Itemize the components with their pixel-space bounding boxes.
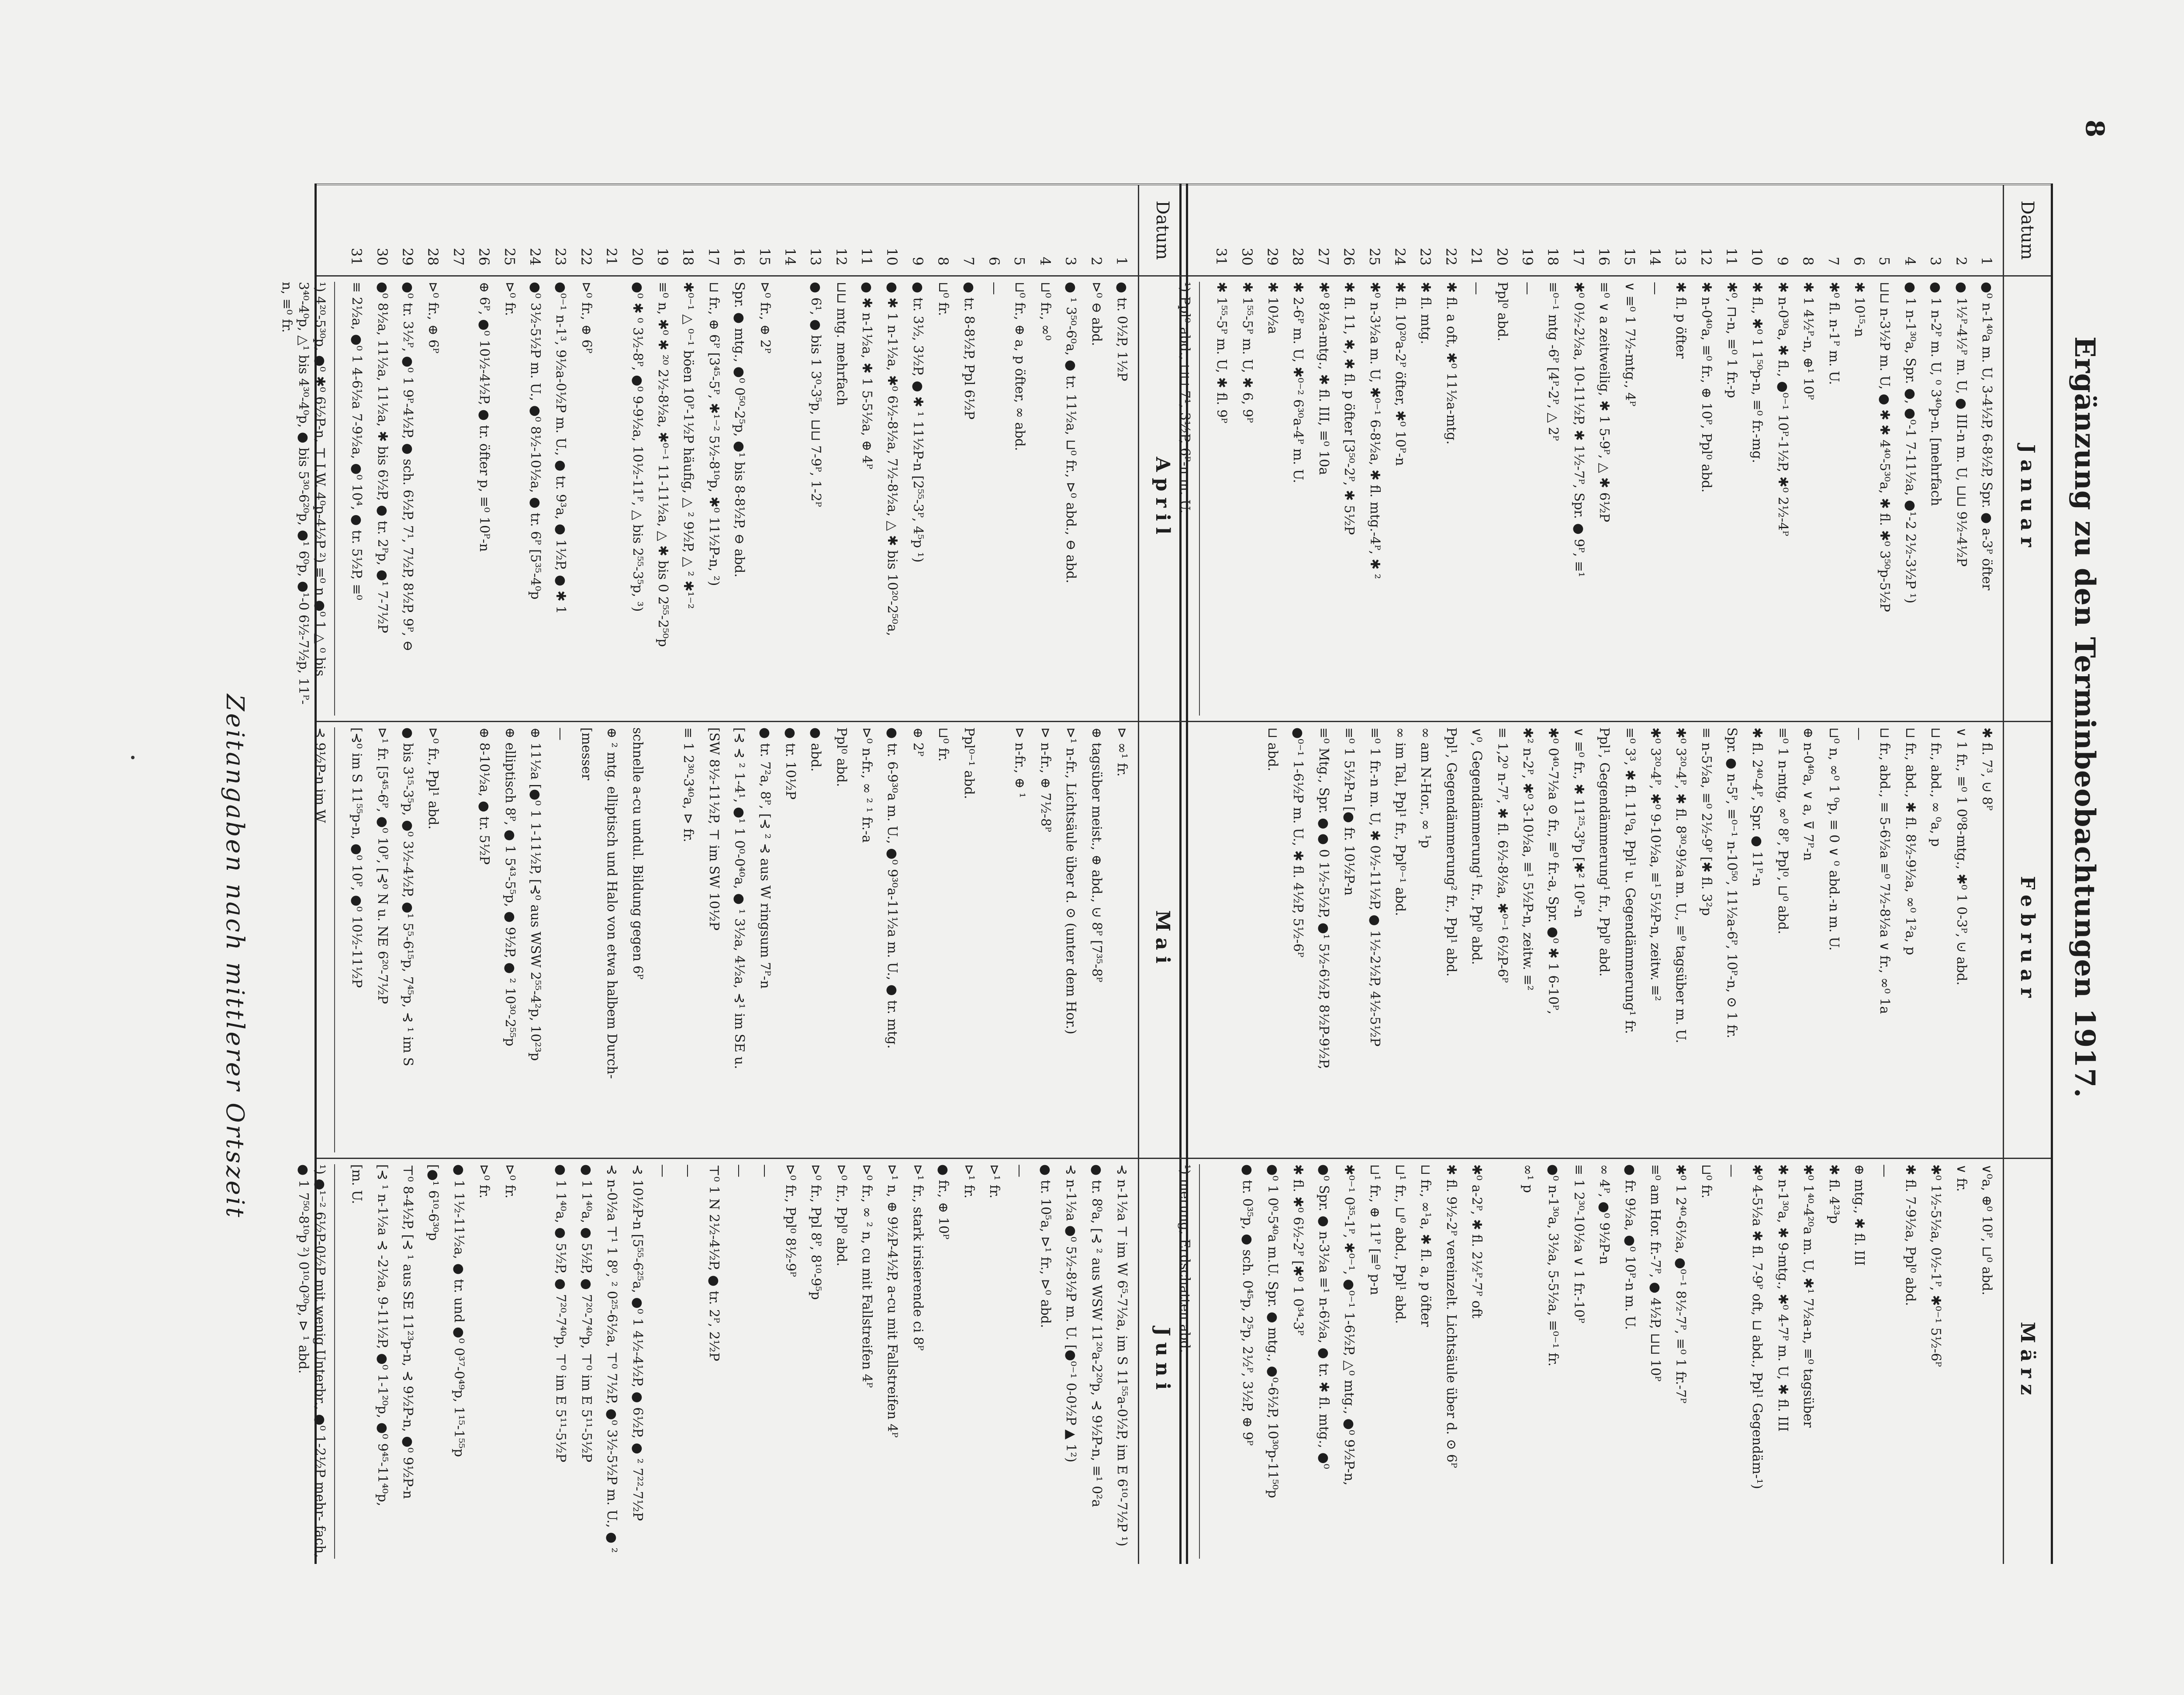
observation-entry: ⊤⁰ 8-4½P, [⊰ ¹ aus SE 11²³p-n, ⊰ 9½P-n, ●⁰ 9½P-n (400, 1164, 416, 1499)
day-number: 3 (1927, 256, 1944, 266)
observation-entry: Spr. ● n-5ᴾ, ≡⁰⁻¹ n-10⁵⁰, 11½a-6ᴾ, 10ᴾ-n, ⊙ 1 fr. (1724, 727, 1740, 1038)
day-number: 18 (680, 248, 697, 266)
observation-entry: [⊰ ⊰ ² 1-4¹, ●¹ 1 0⁰-0⁴⁰a, ● ¹ 3½a, 4½a, ⊰¹ im SE u. (732, 727, 747, 1069)
observation-entry: ⊔⁰ fr., ⊕ a, p öfter, ∞ abd. (1012, 282, 1028, 451)
observation-entry: ● 1 n-2ᴾ m. U, ⁰ 3⁴⁰p-n. [mehrfach (1928, 282, 1944, 506)
day-number: 23 (552, 248, 569, 266)
observation-entry: ✱⁰ 1 2⁴⁰-6½a, ●⁰⁻¹ 8½-7ᴾ, ≡⁰ 1 fr.-7ᴾ (1673, 1164, 1689, 1404)
observation-entry: ⊳⁰ fr., Ppl¹ abd. (425, 727, 441, 830)
observation-entry: ⊔ fr., ∞¹a, ✱ fl. a, p öfter (1418, 1164, 1434, 1327)
day-entries (344, 722, 1138, 1158)
day-entries (1209, 1159, 2003, 1564)
observation-entry: ✱⁰ 8½a-mtg., ✱ fl. III, ≡⁰ 10a (1316, 282, 1331, 475)
observation-entry: — (655, 1164, 670, 1177)
observation-entry: ✱⁰ 0⁴⁰-7½a ⊙ fr., ≡⁰ fr.-a, Spr. ●⁰ ✱ 1 6-10ᴾ, (1545, 727, 1561, 1015)
observation-entry: ⊕ mtg., ✱ fl. III (1852, 1164, 1867, 1266)
day-number: 30 (373, 248, 390, 266)
observation-entry: ≡⁰ 1 5½P-n [● fr. 10½P-n (1341, 727, 1357, 896)
observation-entry: ≡ 1 2³⁰-3⁴⁰a, ⊳ fr. (681, 727, 696, 843)
observation-entry: schnelle a-cu undul. Bildung gegen 6ᴾ (629, 727, 645, 979)
day-number: 6 (986, 256, 1003, 266)
day-number: 10 (884, 248, 901, 266)
observation-entry: ✱ fl. 11, ✱, ✱ fl. p öfter [3⁵⁰-2ᴾ, ✱ 5½P (1341, 282, 1357, 535)
observation-entry: ⊕ tagsüber meist., ⊕ abd., ⊍ 8ᴾ [7³⁵-8ᴾ (1089, 727, 1104, 982)
observation-entry: — (553, 727, 569, 740)
observation-entry: ∨⁰, Gegendämmerung¹ fr., Ppl⁰ abd. (1469, 727, 1485, 965)
observation-entry: ⊔⁰ n, ∞⁰ 1 ⁰p, ≡ 0 ∨ ⁰ abd.-n m. U. (1826, 727, 1842, 951)
observation-entry: ∞ im Tal, Ppl¹ fr., Ppl⁰⁻¹ abd. (1393, 727, 1408, 916)
observation-entry: ⊕ ² mtg. elliptisch und Halo von etwa halbem Durch- (604, 727, 620, 1079)
day-number: 2 (1088, 256, 1105, 266)
observation-entry: ✱⁰ n-3½a m. U, ✱⁰⁻¹ 6-8½a, ✱ fl. mtg.-4ᴾ, ✱ ² (1367, 282, 1382, 579)
footnote: ¹) ●¹⁻² 6½P-0½P mit wenig Unterbr., ●⁰ 1-2½P mehr- fach, ● 1 7⁵⁰-8¹⁰p ²) 0¹⁰-0²⁰p, ⊳ ¹ abd. (295, 1164, 335, 1559)
date-column (1182, 183, 2051, 275)
observation-entry: ● tr. 10½P (782, 727, 798, 800)
observation-entry: ⊳¹ n, ⊕ 9½P-4½P, a-cu mit Fallstreifen 4ᴾ (885, 1164, 900, 1438)
observation-entry: ✱ 10½a (1265, 282, 1281, 334)
observation-entry: ⊔ fr., ⊕ 6ᴾ [3⁴⁵-5ᴾ, ✱¹⁻² 5½-8¹⁰p, ✱⁰ 11½P-n, ²) (706, 282, 722, 586)
day-number: 3 (1062, 256, 1079, 266)
observation-entry: ● tr. 0³⁵p, ● sch. 0⁴⁵p, 2⁵p, 2½ᴾ, 3½P, ⊕ 9ᴾ (1239, 1164, 1255, 1446)
observation-entry: ⊔⁰ fr., ∞⁰ (1037, 282, 1053, 341)
day-number: 26 (476, 248, 493, 266)
day-number: 18 (1545, 248, 1562, 266)
observation-entry: ●⁰ 8½a, 11½a, 11½a, ✱ bis 6½P, ● tr. 2ᴾp, ●¹ 7-7½P (374, 282, 390, 633)
observation-entry: ✱⁰ 1⁴⁰-4²⁰a m. U, ✱¹ 7½a-n, ≡⁰ tagsüber (1800, 1164, 1816, 1428)
observation-entry: ✱ fl. 7-9½a, Ppl⁰ abd. (1902, 1164, 1918, 1306)
observation-entry: ● fr., ⊕ 10ᴾ (936, 1164, 951, 1240)
observation-entry: ⊕ elliptisch 8ᴾ, ● 1 5⁴³-5⁵p, ● 9½P, ● ² 10³⁰-2⁵⁵p (502, 727, 518, 1047)
day-number: 5 (1011, 256, 1028, 266)
month-column-februar (1182, 721, 2051, 1158)
observation-entry: ⊔⁰ fr. (936, 727, 951, 762)
day-number: 15 (1621, 248, 1638, 266)
day-number: 17 (1570, 248, 1587, 266)
observation-entry: ✱⁰ 4-5½a ✱ fl. 7-9ᴾ oft, ⊔ abd., Ppl¹ Gegendäm-¹) (1749, 1164, 1765, 1489)
observation-entry: ≡⁰ ∨ a zeitweilig, ✱ 1 5-9ᴾ, △ ✱ 6½P (1597, 282, 1612, 522)
observation-entry: ● ✱ n-1½a, ✱ 1 5-5½a, ⊕ 4ᴾ (859, 282, 875, 470)
day-number: 10 (1749, 248, 1766, 266)
day-number: 19 (1519, 248, 1536, 266)
observation-entry: ⊕ 11½a [●⁰ 1 1-11½P, [⊰⁰ aus WSW 2⁵⁵-4²p, 10²³p (528, 727, 543, 1061)
observation-entry: ⊔¹ fr., ⊔⁰ abd., Ppl¹ abd. (1393, 1164, 1408, 1324)
day-number: 2 (1952, 256, 1970, 266)
observation-entry: ✱ fl. 4²³p (1826, 1164, 1842, 1224)
observation-entry: ●⁰⁻¹ 1-6½P m. U., ✱ fl. 4½P, 5½-6ᴾ (1290, 727, 1306, 958)
day-number: 13 (807, 248, 824, 266)
observation-entry: ⊳¹ fr., stark irisierende ci 8ᴾ (910, 1164, 926, 1351)
observation-entry: [messer (578, 727, 594, 780)
observation-entry: ✱ fl., ✱⁰ 1 1⁵⁰p-n, ≡⁰ fr.-mg. (1749, 282, 1765, 464)
day-number: 1 (1978, 256, 1995, 266)
observation-entry: ≡⁰ n, ✱⁰ ✱ ²⁰ 2½-8½a, ✱⁰⁻¹ 11-11½a, △ ✱ bis 0 2⁵⁵-2⁵⁰p (655, 282, 670, 647)
observation-entry: ✱ 1 4½ᴾ-n, ⊕¹ 10ᴾ (1800, 282, 1816, 400)
observation-entry: ⊤⁰ 1 N 2½-4½P, ● tr. 2ᴾ, 2½P (706, 1164, 722, 1361)
observation-entry (446, 722, 471, 1158)
day-number: 30 (1238, 248, 1255, 266)
observation-entry: ⊳⁰ fr. (502, 1164, 518, 1199)
observation-entry: ⊳⁰ fr., ⊕ 6ᴾ (578, 282, 594, 353)
observation-entry: ⊳¹ fr. (961, 1164, 977, 1199)
observation-entry (1209, 1159, 1234, 1564)
observation-entry: ⊳ n-fr., ⊕ 7½-8ᴾ (1037, 727, 1053, 832)
month-column-juni (295, 1158, 1186, 1564)
observation-entry: ●⁰ tr. 3½ᴾ, ●⁰ 1 9ᴾ-4½P, ● sch. 6½P, 7¹, 7½P, 8½P, 9ᴾ, ⊖ (400, 282, 416, 652)
observation-entry: ⊳⁰ fr. (502, 282, 518, 316)
day-number: 24 (1392, 248, 1409, 266)
observation-entry: ∞ am N-Hor., ∞ ¹p (1418, 727, 1434, 848)
day-number: 22 (577, 248, 594, 266)
observation-entry: ✱ 2-6ᴾ m. U, ✱⁰⁻² 6³⁰a-4ᴾ m. U. (1290, 282, 1306, 484)
month-header: März (2003, 1159, 2051, 1564)
day-number: 22 (1442, 248, 1459, 266)
day-number: 4 (1901, 256, 1918, 266)
observation-entry: ✱⁰ 1½-5½a, 0½-1ᴾ, ✱⁰⁻¹ 5½-6ᴾ (1928, 1164, 1944, 1367)
observation-entry: ● tr. 6-9³⁰a m. U., ●⁰ 9³⁰a-11½a m. U., ● tr. mtg. (885, 727, 900, 1049)
observation-entry: ✱ fl. 2⁴⁰-4ᴾ, Spr. ● 11ᴾ-n (1749, 727, 1765, 886)
observation-entry: ✱ 10¹⁵-n (1852, 282, 1867, 337)
month-header: Mai (1138, 722, 1186, 1158)
observation-entry: ✱⁰ 3²⁰-4ᴾ, ✱ fl. 8³⁰-9½a m. U., ≡⁰ tagsüber m. U. (1673, 727, 1689, 1044)
observation-entry: ⊳¹ fr. [5⁴⁵-6ᴾ, ●⁰ 10ᴾ, [⊰⁰ N u. NE 6²⁰-7½P (374, 727, 390, 1004)
observation-entry: ⊳⁰ fr., ⊕ 6ᴾ (425, 282, 441, 353)
observation-entry: ● 1 1⁴⁰a, ● 5½P, ● 7²⁰-7⁴⁰p, ⊤⁰ im E 5¹¹-5½P (578, 1164, 594, 1463)
observation-entry: ● tr. 7²a, 8ᴾ, [⊰ ² ⊰ aus W ringsum 7ᴾ-n (757, 727, 773, 989)
observation-entry: ✱ fl. mtg. (1418, 282, 1434, 344)
observation-entry: ✱⁰⁻¹ △ ⁰⁻¹ böen 10ᴾ-1½P häufig, △ ² 9½P, △ ² ✱¹⁻² (681, 282, 696, 609)
table-block-apr-jun (279, 183, 1188, 1564)
observation-entry: ≡ 1 2³⁰-10½a ∨ 1 fr.-10ᴾ (1571, 1164, 1586, 1324)
day-number: 14 (1646, 248, 1663, 266)
day-number: 16 (1596, 248, 1613, 266)
day-number: 28 (1289, 248, 1306, 266)
observation-entry: ✱⁰⁻¹ 0³⁵-1ᴾ, ✱⁰⁻¹, ●⁰⁻¹ 1-6½P, △⁰ mtg., ●⁰ 9½P-n, (1341, 1164, 1357, 1486)
observation-entry: — (1647, 282, 1663, 295)
observation-entry: ∨ fr. (1953, 1164, 1969, 1192)
observation-entry: ≡⁰ 1 fr.-n m. U, ✱ 0½-11½P, ● 1½-2½P, 4½-5½P (1367, 727, 1382, 1047)
observation-entry: ✱⁰ 0½-2½a, 10-11½P, ✱ 1½-7ᴾ, Spr. ● 9ᴾ, ≡¹ (1571, 282, 1586, 578)
month-header: Juni (1138, 1159, 1186, 1564)
day-list (1209, 185, 2003, 275)
observation-entry: ⊳ ∞¹ fr. (1114, 727, 1130, 777)
day-number: 9 (1774, 256, 1791, 266)
observation-entry: ●⁰ n-1³⁰a, 3½a, 5-5½a, ≡⁰⁻¹ fr. (1545, 1164, 1561, 1367)
observation-entry: ✱² n-2ᴾ, ✱⁰ 3-10½a, ≡¹ 5½P-n, zeitw. ≡² (1520, 727, 1535, 991)
observation-entry: ✱⁰, ⊓-n, ≡⁰ 1 fr.-p (1724, 282, 1740, 398)
day-number: 6 (1851, 256, 1868, 266)
date-header: Datum (1138, 185, 1186, 275)
observation-entry: ● bis 3¹⁵-3⁵p, ●⁰ 3½-4½P, ●¹ 5⁵-6¹⁵p, 7⁴⁵p, ⊰ ¹ im S (400, 727, 416, 1066)
day-number: 5 (1876, 256, 1893, 266)
observation-entry: ✱ 1⁵⁵-5ᴾ m. U, ✱ fl. 9ᴾ (1214, 282, 1230, 423)
observation-entry: ⊔⁰ fr. (1698, 1164, 1714, 1199)
day-number: 29 (1264, 248, 1281, 266)
observation-entry: ✱ fl. ✱⁰ 6½-2ᴾ [✱⁰ 1 0³⁴-3ᴾ (1290, 1164, 1306, 1336)
day-number: 12 (833, 248, 850, 266)
observation-entry: ✱⁰ fl. n-1ᴾ m. U. (1826, 282, 1842, 385)
observation-entry: ●⁰⁻¹ n-1³, 9½a-0½P m. U., ● tr. 9³a, ● 1½P, ● ✱ 1 (553, 282, 569, 614)
day-list (344, 185, 1138, 275)
observation-entry: ⊳⁰ fr., Ppl⁰ 8½-9ᴾ (782, 1164, 798, 1277)
observation-entry: ⊳⁰ fr., ⊕ 2ᴾ (757, 282, 773, 353)
observation-entry: ✱ fl. 9½-2ᴾ vereinzelt. Lichtsäule über d. ⊙ 6ᴾ (1443, 1164, 1459, 1468)
day-number: 26 (1341, 248, 1358, 266)
observation-entry (522, 1159, 548, 1564)
day-number: 7 (960, 256, 977, 266)
observation-entry: — (1852, 727, 1867, 740)
day-number: 11 (858, 248, 875, 266)
observation-entry: — (1469, 282, 1485, 295)
observation-entry: ⊳⁰ n-fr., ∞ ² ¹ fr.-a (859, 727, 875, 843)
observation-entry: ✱ fl. 10²⁰a-2ᴾ öfter, ✱⁰ 10ᴾ-n (1393, 282, 1408, 466)
observation-entry: ● 1 n-1³⁰a, Spr. ●, ●⁰-1 7-11½a, ●¹-2 2½-3½P ¹) (1902, 282, 1918, 604)
day-number: 23 (1417, 248, 1434, 266)
day-number: 20 (1493, 248, 1510, 266)
observation-entry: ●⁰ n-1⁴⁰a m. U, 3-4½P, 6-8½P, Spr. ● a-3ᴾ öfter (1979, 282, 1994, 591)
observation-entry: ● 6¹, ● bis 1 3⁰-3⁵p, ⊔⊔ 7-9ᴾ, 1-2ᴾ (808, 282, 824, 507)
observation-entry: ∨⁰a, ⊕⁰ 10ᴾ, ⊔⁰ abd. (1979, 1164, 1994, 1296)
observation-entry: ≡ n-5½a, ≡⁰ 2½-9ᴾ [✱ fl. 3²p (1698, 727, 1714, 916)
day-number: 8 (935, 256, 952, 266)
observation-entry: ● tr. 10⁵a, ⊳¹ fr., ⊳⁰ abd. (1037, 1164, 1053, 1328)
date-header: Datum (2003, 185, 2051, 275)
observation-entry (446, 277, 471, 721)
observation-entry: ≡⁰⁻¹ mtg -6ᴾ [4ᴾ-2ᴾ, △ 2ᴾ (1545, 282, 1561, 441)
day-number: 4 (1037, 256, 1054, 266)
observation-entry: ≡⁰ Mtg., Spr. ● ● 0 1½-5½P, ●¹ 5½-6½P, 8½P-9½P, (1316, 727, 1331, 1069)
observation-entry: ≡ 2½a, ●⁰ 1 4-6½a 7-9½a, ●⁰ 10⁴, ● tr. 5½P, ≡⁰ (349, 282, 365, 600)
observation-entry: ⊳¹ n-fr., Lichtsäule über d. ⊙ (unter dem Hor.) (1063, 727, 1079, 1034)
day-number: 31 (348, 248, 365, 266)
observation-entry: ⊰ n-0½a ⊤¹ 1 8⁰, ² 0²⁵-6½a, ⊤⁰ 7½P, ●⁰ 3½-5½P m. U., ● ² (604, 1164, 620, 1553)
observation-entry: ⊕ n-0⁴⁰a, ∨ a, ⊽ 7ᴾ-n (1800, 727, 1816, 861)
observation-entry: ⊔ abd. (1265, 727, 1281, 771)
observation-entry: ✱ fl. a oft, ✱⁰ 11½a-mtg. (1443, 282, 1459, 445)
observation-entry: ⊔⊔ mtg. mehrfach (833, 282, 849, 406)
day-number: 25 (1366, 248, 1383, 266)
day-number: 29 (399, 248, 416, 266)
observation-entry: — (757, 1164, 773, 1177)
observation-entry: Ppl⁰⁻¹ abd. (961, 727, 977, 799)
rotated-page (179, 118, 2114, 1573)
observation-entry: ● ¹ 3⁵⁰-6⁰a, ● tr. 11½a, ⊔⁰ fr., ⊳⁰ abd., ⊖ abd. (1063, 282, 1079, 584)
day-entries (1209, 277, 2003, 721)
observation-entry: ● tr. 0½P, 1½P (1114, 282, 1130, 381)
observation-entry: ≡⁰ 1 n-mtg, ∞⁰ 8ᴾ, Ppl⁰, ⊔⁰ abd. (1775, 727, 1790, 934)
month-column-januar (1177, 275, 2051, 721)
observation-entry: ●⁰ Spr. ● n-3½a ≡¹ n-6½a, ● tr. ✱ fl. mtg., ●⁰ (1316, 1164, 1331, 1469)
observation-entry: ⊔⁰ fr. (936, 282, 951, 316)
page-title: Ergänzung zu den Terminbeobachtungen 1917. (2068, 336, 2101, 1098)
observation-entry (1234, 722, 1259, 1158)
observation-entry (1489, 1159, 1514, 1564)
observation-entry: ⊳⁰ fr., Ppl⁰ abd. (833, 1164, 849, 1266)
observation-entry: ✱⁰ 3²⁰-4ᴾ, ✱⁰ 9-10½a, ≡¹ 5½P-n, zeitw. ≡² (1647, 727, 1663, 1001)
day-number: 25 (501, 248, 518, 266)
observation-entry: ⊳⁰ fr., Ppl 8ᴾ, 8¹⁰-9⁵p (808, 1164, 824, 1300)
observation-entry: Ppl¹, Gegendämmerung¹ fr., Ppl⁰ abd. (1597, 727, 1612, 977)
observation-entry: — (681, 1164, 696, 1177)
observation-entry: ∨ 1 fr., ≡⁰ 1 0⁰8-mtg., ✱⁰ 1 0-3ᴾ, ⊍ abd. (1953, 727, 1969, 986)
observation-entry (1209, 722, 1234, 1158)
day-number: 21 (603, 248, 620, 266)
observation-entry: [⊰⁰ im S 11⁵⁵p-n, ●⁰ 10ᴾ, ●⁰ 10½-11½P (349, 727, 365, 988)
observation-entry: Ppl¹, Gegendämmerung² fr., Ppl¹ abd. (1443, 727, 1459, 977)
month-column-maerz (1177, 1158, 2051, 1564)
month-header: Februar (2003, 722, 2051, 1158)
day-entries (344, 1159, 1138, 1564)
observation-entry: — (1724, 1164, 1740, 1177)
table-block-jan-mar (1179, 183, 2053, 1564)
observation-entry: ● tr. 3½, 3½P, ● ✱ ¹ 11½P-n [2⁵⁵-3ᴾ, 4⁵p ¹) (910, 282, 926, 563)
month-column-mai (312, 721, 1186, 1158)
observation-entry: ⊔⊔ n-3½P m. U, ● ✱ ✱ 4⁴⁰-5³⁰a, ✱ fl. ✱⁰ 3⁵⁰p-5½P (1877, 282, 1893, 612)
footnote: ¹) 4²⁰-5³⁰p, ●⁰ ✱⁰ 6½P-n, ⊤ I.W. 4⁰p-4½P ²) ≡⁰ n ●⁰ 1 △ ⁰ bis 3⁴⁰-4⁰p, △¹ bis 4³⁰-4⁰p, ● bis 5³⁰-6²⁰p, ●¹ 6⁰p, ●¹-0 6½-7½p, 11ᴾ-n, ≡⁰ fr. (278, 282, 335, 716)
observation-entry: — (1877, 1164, 1893, 1177)
observation-entry: ✱ n-1³⁰a, ✱ 9-mtg., ✱⁰ 4-7ᴾ m. U, ✱ fl. III (1775, 1164, 1790, 1432)
observation-entry: ⊔¹ fr., ⊕ 11ᴾ [≡⁰ p-n (1367, 1164, 1382, 1295)
observation-entry: ● abd. (808, 727, 824, 772)
footer-note: Zeitangaben nach mittlerer Ortszeit (221, 694, 249, 1220)
day-number: 7 (1825, 256, 1842, 266)
observation-entry: ✱ n-0⁴⁰a, ≡⁰ fr., ⊕ 10ᴾ, Ppl⁰ abd. (1698, 282, 1714, 493)
day-number: 8 (1800, 256, 1817, 266)
observation-entry: ● tr. 8⁰a, [⊰ ² aus WSW 11²⁰a-2²⁰p, ⊰ 9½P-n, ≡¹ 0²a (1089, 1164, 1104, 1508)
observation-entry: ⊔ fr., abd., ✱ fl. 8½-9½a, ∞⁰ 1²a, p (1902, 727, 1918, 955)
day-number: 9 (909, 256, 926, 266)
month-header: April (1138, 277, 1186, 721)
observation-entry: ∨ ≡⁰ fr., ✱ 11²⁵-3ᴾp [✱² 10ᴾ-n (1571, 727, 1586, 918)
day-number: 20 (629, 248, 646, 266)
observation-entry: ⊳ n-fr., ⊕ ¹ (1012, 727, 1028, 798)
observation-entry: — (987, 282, 1002, 295)
month-header: Januar (2003, 277, 2051, 721)
observation-entry: — (1012, 1164, 1028, 1177)
observation-entry: ●⁰ 1 0⁰-5⁴⁰a m.U. Spr. ● mtg., ●⁰-6½P, 10³⁰p-11⁵⁰p (1265, 1164, 1281, 1498)
observation-entry: ● 1 1⁴⁰a, ● 5½P, ● 7²⁰-7⁴⁰p, ⊤⁰ im E 5¹¹-5½P (553, 1164, 569, 1463)
observation-entry: ⊔ fr., abd., ∞ ⁰a, p (1928, 727, 1944, 847)
month-column-april (279, 275, 1186, 721)
observation-entry: ✱ fl. 7³, ⊍ 8ᴾ (1979, 727, 1994, 811)
observation-entry: ● fr. 9½a, ●⁰ 10ᴾ-n m. U. (1622, 1164, 1638, 1330)
observation-entry: — (1520, 282, 1535, 295)
margin-dot (131, 756, 135, 759)
day-number: 28 (425, 248, 442, 266)
footnote: ⊰ 9½P-n im W (311, 727, 335, 1152)
observation-entry: ⊕ 2ᴾ (910, 727, 926, 757)
day-number: 16 (731, 248, 748, 266)
day-number: 19 (654, 248, 671, 266)
observation-entry: ⊳⁰ fr. (477, 1164, 492, 1199)
day-entries (1209, 722, 2003, 1158)
observation-entry: ⊰ n-1½a ●⁰ 5½-8½P m. U. [●⁰⁻¹ 0-0½P ▲ 1²) (1063, 1164, 1079, 1463)
observation-entry: ✱ fl. p öfter (1673, 282, 1689, 359)
day-number: 13 (1672, 248, 1689, 266)
day-number: 27 (450, 248, 467, 266)
observation-entry: Ppl⁰ abd. (833, 727, 849, 787)
observation-entry: ● ✱ 1 n-1½a, ✱⁰ 6½-8½a, 7½-8½a, △ ✱ bis 10²⁰-2⁵⁰a, (885, 282, 900, 636)
day-number: 12 (1697, 248, 1714, 266)
observation-entry (599, 277, 624, 721)
observation-entry: ●⁰ ✱ ⁰ 3½-8ᴾ, ●⁰ 9-9½a, 10½-11ᴾ, △ bis 2⁵⁵-3⁵p, ³) (629, 282, 645, 612)
day-number: 14 (781, 248, 798, 266)
observation-entry: ⊰ 10½P-n [5⁵⁵-6²⁵a, ●⁰ 1 4½-4½P, ● 6½P, ● ² 7²²-7½P (629, 1164, 645, 1521)
day-number: 1 (1113, 256, 1130, 266)
observation-entry (778, 277, 803, 721)
day-number: 11 (1723, 248, 1740, 266)
observation-entry: ∨ ≡⁰ 1 7½-mtg., 4ᴾ (1622, 282, 1638, 407)
observation-entry: ● 1½ᴾ-4½ᴾ m. U, ● III-n m. U, ⊔⊔ 9½-4½P (1953, 282, 1969, 567)
observation-entry: [m. U. (349, 1164, 365, 1204)
day-entries (344, 277, 1138, 721)
observation-entry: ⊳⁰ fr., ∞ ² n, cu mit Fallstreifen 4ᴾ (859, 1164, 875, 1388)
observation-entry: Spr. ● mtg., ●⁰ 0⁵⁰-2⁵p, ●¹ bis 8-8½P, ⊖ abd. (732, 282, 747, 578)
observation-entry: [⊰ ¹ n-1½a ⊰ -2½a, 9-11½P, ●⁰ 1-1²⁰p, ●⁰ 9⁴⁵-11⁴⁰p, (374, 1164, 390, 1506)
observation-entry (981, 722, 1007, 1158)
observation-entry: ⊕ 8-10½a, ● tr. 5½P (477, 727, 492, 865)
observation-entry: Ppl⁰ abd. (1494, 282, 1510, 342)
observation-entry: ✱ n-0³⁰a, ✱ fl., ●⁰⁻¹ 10ᴾ-1½P, ✱⁰ 2½-4ᴾ (1775, 282, 1790, 536)
observation-entry: ≡⁰ 3³, ✱ fl. 11⁰a, Ppl¹ u. Gegendämmerung¹ fr. (1622, 727, 1638, 1034)
observation-entry: ∞¹ p (1520, 1164, 1535, 1193)
observation-entry: ● tr. 8-8½P, Ppl 6½P (961, 282, 977, 420)
footnote: ¹) Ppl⁰ abd., ⊔⊔ 7¹, 3½P, 6ᴾ-n m. U. (1176, 282, 1200, 716)
observation-entry: ● 1 1½-11½a, ● tr. und ●⁰ 0³⁷-0⁴⁹p, 1¹⁵-1⁵⁵p (451, 1164, 467, 1457)
day-number: 21 (1468, 248, 1485, 266)
observation-entry: [SW 8½-11½P, ⊤ im SW 10½P (706, 727, 722, 931)
page-number: 8 (2080, 120, 2110, 138)
observation-entry: ∞ 4ᴾ, ●⁰ 9½P-n (1597, 1164, 1612, 1265)
day-number: 24 (527, 248, 544, 266)
observation-entry: ⊳⁰ ⊖ abd. (1089, 282, 1104, 346)
observation-entry: ≡⁰ am Hor. fr.-7ᴾ, ● 4½P, ⊔⊔ 10ᴾ (1647, 1164, 1663, 1382)
observation-entry: ⊔ fr., abd., ≡ 5-6½a ≡⁰ 7½-8½a ∨ fr., ∞⁰ 1a (1877, 727, 1893, 1014)
day-number: 31 (1213, 248, 1230, 266)
observation-entry: ≡ 1,2⁰ n-7ᴾ, ✱ fl. 6½-8½a, ✱⁰⁻¹ 6½P-6ᴾ (1494, 727, 1510, 983)
observation-entry: ⊰ n-1½a ⊤ im W 6⁵-7½a, im S 11⁵⁵a-0½P, im E 6¹⁰-7½P ¹) (1114, 1164, 1130, 1546)
day-number: 17 (705, 248, 722, 266)
observation-entry: ⊳¹ fr. (987, 1164, 1002, 1199)
observation-entry (650, 722, 675, 1158)
date-column (317, 183, 1186, 275)
day-number: 27 (1315, 248, 1332, 266)
footnote: ¹) merung, Erdschatten abd. (1176, 1164, 1200, 1559)
observation-entry: ⊕ 6ᴾ, ●⁰ 10½-4½P, ● tr. öfter p, ≡⁰ 10ᴾ-n (477, 282, 492, 552)
observation-entry: — (732, 1164, 747, 1177)
observation-entry: ✱ 1⁵⁵-5ᴾ m. U, ✱ 6, 9ᴾ (1239, 282, 1255, 423)
day-number: 15 (756, 248, 773, 266)
observation-entry: ✱⁰ a-2ᴾ, ✱ fl. 2½ᴾ-7ᴾ oft (1469, 1164, 1485, 1318)
observation-entry: [●¹ 6¹⁰-6³⁰p (425, 1164, 441, 1241)
observation-entry: ●⁰ 3½-5½P m. U., ●⁰ 8½-10½a, ● tr. 6ᴾ [5³⁵-4⁰p (528, 282, 543, 600)
